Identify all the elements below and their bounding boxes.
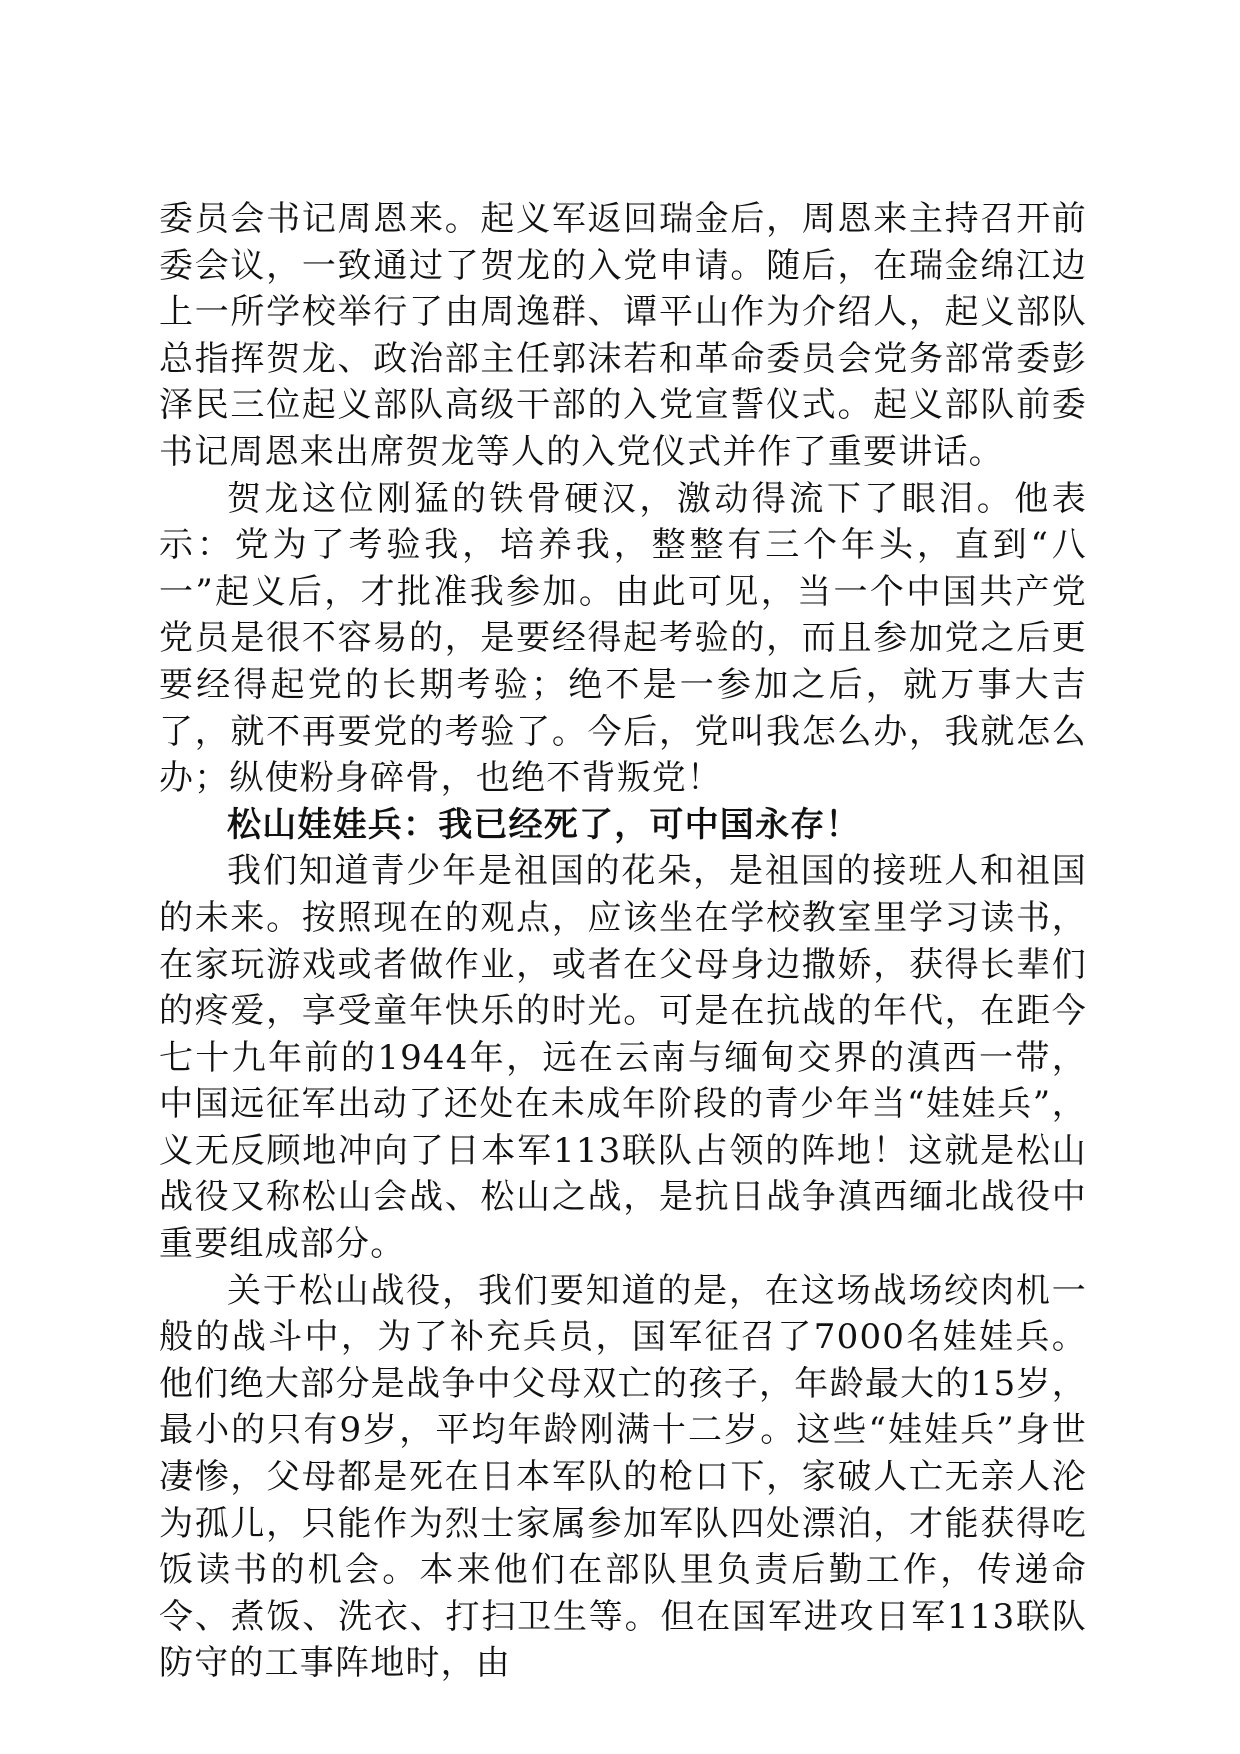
paragraph-4: 关于松山战役，我们要知道的是，在这场战场绞肉机一般的战斗中，为了补充兵员，国军征召了7000名娃娃兵。他们绝大部分是战争中父母双亡的孩子，年龄最大的15岁，最小的只有9岁，平均年龄刚满十二岁。这些“娃娃兵”身世凄惨，父母都是死在日本军队的枪口下，家破人亡无亲人沦为孤儿，只能作为烈士家属参加军队四处漂泊，才能获得吃饭读书的机会。本来他们在部队里负责后勤工作，传递命令、煮饭、洗衣、打扫卫生等。但在国军进攻日军113联队防守的工事阵地时，由 xyxy=(159,1270,1087,1684)
document-page xyxy=(159,196,1087,1687)
paragraph-3: 我们知道青少年是祖国的花朵，是祖国的接班人和祖国的未来。按照现在的观点，应该坐在学校教室里学习读书，在家玩游戏或者做作业，或者在父母身边撒娇，获得长辈们的疼爱，享受童年快乐的时光。可是在抗战的年代，在距今七十九年前的1944年，远在云南与缅甸交界的滇西一带，中国远征军出动了还处在未成年阶段的青少年当“娃娃兵”，义无反顾地冲向了日本军113联队占领的阵地！这就是松山战役又称松山会战、松山之战，是抗日战争滇西缅北战役中重要组成部分。 xyxy=(159,851,1087,1265)
paragraph-2: 贺龙这位刚猛的铁骨硬汉，激动得流下了眼泪。他表示：党为了考验我，培养我，整整有三个年头，直到“八一”起义后，才批准我参加。由此可见，当一个中国共产党党员是很不容易的，是要经得起考验的，而且参加党之后更要经得起党的长期考验；绝不是一参加之后，就万事大吉了，就不再要党的考验了。今后，党叫我怎么办，我就怎么办；纵使粉身碎骨，也绝不背叛党！ xyxy=(159,478,1087,799)
section-heading: 松山娃娃兵：我已经死了，可中国永存！ xyxy=(227,804,861,845)
paragraph-1: 委员会书记周恩来。起义军返回瑞金后，周恩来主持召开前委会议，一致通过了贺龙的入党申请。随后，在瑞金绵江边上一所学校举行了由周逸群、谭平山作为介绍人，起义部队总指挥贺龙、政治部主任郭沫若和革命委员会党务部常委彭泽民三位起义部队高级干部的入党宣誓仪式。起义部队前委书记周恩来出席贺龙等人的入党仪式并作了重要讲话。 xyxy=(159,199,1087,472)
